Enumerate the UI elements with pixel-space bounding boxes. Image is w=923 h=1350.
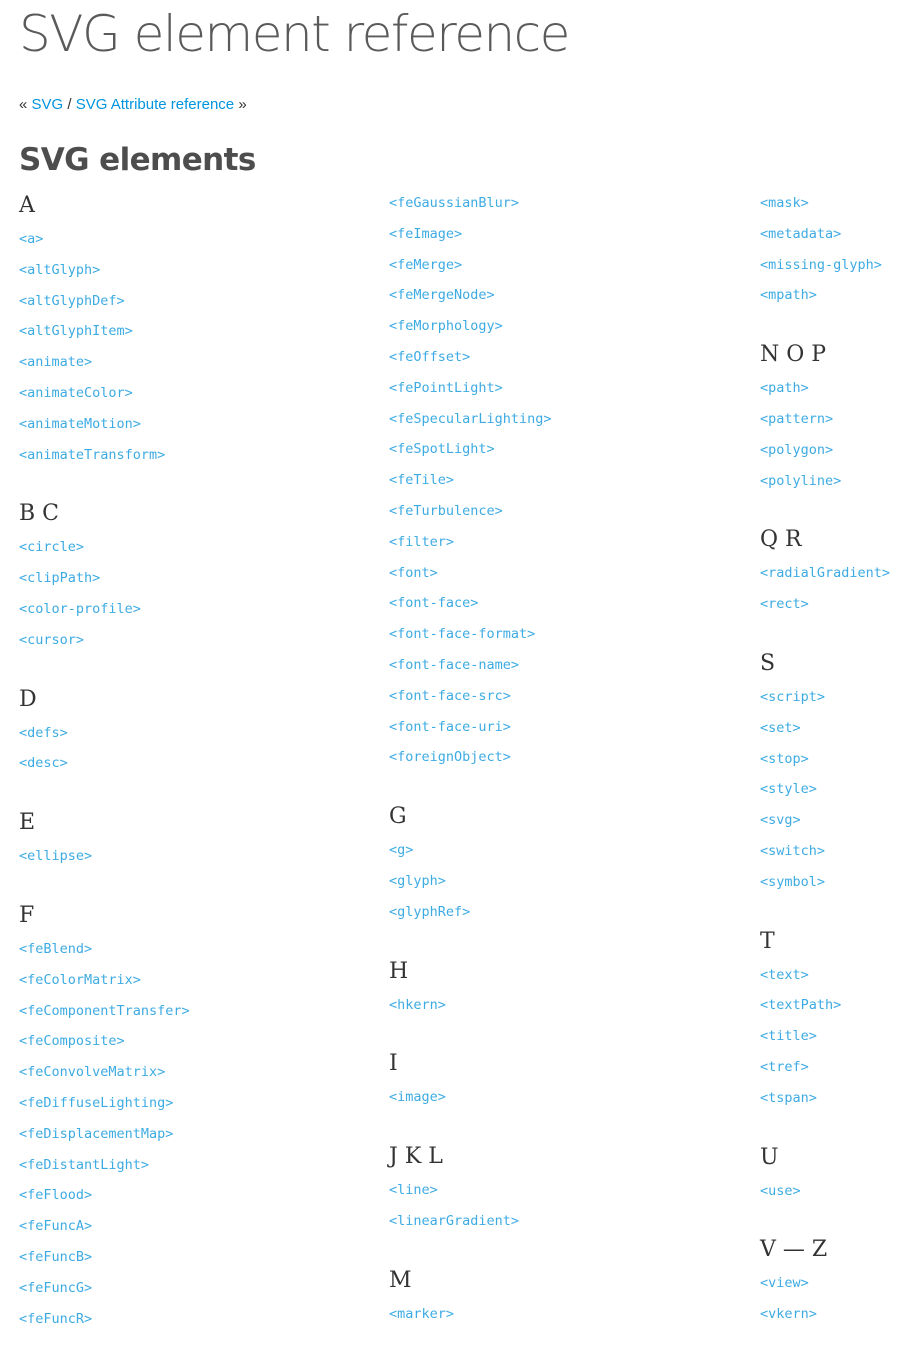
element-link[interactable]: <feFuncG> (19, 1279, 93, 1296)
list-item (19, 409, 349, 440)
list-item (19, 316, 349, 347)
letter-heading: M (389, 1267, 412, 1293)
list-item (760, 1268, 923, 1299)
element-list (760, 1268, 923, 1330)
letter-group (19, 496, 349, 655)
list-item (19, 1119, 349, 1150)
list-item (389, 681, 719, 712)
letter-group (760, 1140, 923, 1207)
letter-heading: V — Z (760, 1237, 828, 1263)
letter-heading: T (760, 928, 775, 954)
list-item (19, 1242, 349, 1273)
element-link[interactable]: <symbol> (760, 873, 826, 890)
element-list (19, 934, 349, 1334)
list-item (389, 1082, 719, 1113)
element-link[interactable]: <style> (760, 781, 817, 798)
list-item (19, 996, 349, 1027)
column-1 (19, 188, 349, 1334)
element-link[interactable]: <font-face-format> (389, 626, 536, 643)
list-item (19, 625, 349, 656)
list-item (389, 1175, 719, 1206)
element-link[interactable]: <animate> (19, 354, 93, 371)
element-link[interactable]: <circle> (19, 539, 85, 556)
list-item (389, 866, 719, 897)
breadcrumb-separator: / (67, 96, 72, 113)
column-2 (389, 188, 719, 1330)
list-item (19, 1026, 349, 1057)
element-link[interactable]: <feSpotLight> (389, 441, 495, 458)
element-link[interactable]: <font-face-src> (389, 687, 511, 704)
element-link[interactable]: <desc> (19, 755, 68, 772)
element-link[interactable]: <feFuncR> (19, 1310, 93, 1327)
element-link[interactable]: <feBlend> (19, 940, 93, 957)
element-link[interactable]: <feComponentTransfer> (19, 1002, 190, 1019)
list-item (760, 1083, 923, 1114)
element-link[interactable]: <font-face-uri> (389, 718, 511, 735)
element-link[interactable]: <rect> (760, 596, 809, 613)
list-item (19, 1150, 349, 1181)
element-list (760, 373, 923, 496)
element-link[interactable]: <altGlyphDef> (19, 292, 125, 309)
element-link[interactable]: <foreignObject> (389, 749, 511, 766)
list-item (389, 990, 719, 1021)
element-link[interactable]: <animateTransform> (19, 446, 166, 463)
letter-heading: B C (19, 501, 59, 527)
letter-group (760, 337, 923, 496)
letter-heading: U (760, 1144, 779, 1170)
list-item (389, 835, 719, 866)
list-item (760, 188, 923, 219)
group-spacer (760, 496, 923, 522)
list-item (389, 250, 719, 281)
letter-group (760, 1232, 923, 1330)
element-link[interactable]: <textPath> (760, 997, 842, 1014)
element-link[interactable]: <path> (760, 380, 809, 397)
letter-group (389, 954, 719, 1021)
element-link[interactable]: <text> (760, 966, 809, 983)
element-link[interactable]: <feTurbulence> (389, 502, 503, 519)
letter-group (389, 1046, 719, 1113)
element-list (389, 990, 719, 1021)
letter-group (760, 924, 923, 1114)
group-spacer (19, 872, 349, 898)
letter-heading: G (389, 804, 407, 830)
element-link[interactable]: <use> (760, 1182, 801, 1199)
letter-heading: F (19, 902, 35, 928)
element-link[interactable]: <feMerge> (389, 256, 463, 273)
list-item (760, 219, 923, 250)
letter-heading: H (389, 958, 409, 984)
element-link[interactable]: <feConvolveMatrix> (19, 1064, 166, 1081)
letter-heading: A (19, 193, 35, 218)
letter-heading: Q R (760, 527, 802, 553)
element-list (389, 835, 719, 927)
element-link[interactable]: <feSpecularLighting> (389, 410, 552, 427)
list-item (19, 748, 349, 779)
element-link[interactable]: <feDisplacementMap> (19, 1125, 174, 1142)
element-link[interactable]: <mpath> (760, 287, 817, 304)
element-link[interactable]: <script> (760, 688, 826, 705)
list-item (389, 342, 719, 373)
list-item (389, 1299, 719, 1330)
letter-group (389, 799, 719, 927)
list-item (760, 373, 923, 404)
element-link[interactable]: <feComposite> (19, 1033, 125, 1050)
list-item (389, 1206, 719, 1237)
element-link[interactable]: <feTile> (389, 472, 455, 489)
list-item (760, 1052, 923, 1083)
list-item (760, 744, 923, 775)
list-item (389, 897, 719, 928)
element-link[interactable]: <feDiffuseLighting> (19, 1094, 174, 1111)
breadcrumb (19, 94, 247, 116)
element-link[interactable]: <feImage> (389, 225, 463, 242)
element-link[interactable]: <feColorMatrix> (19, 971, 141, 988)
list-item (760, 805, 923, 836)
group-spacer (19, 656, 349, 682)
breadcrumb-link-attribute-reference[interactable]: SVG Attribute reference (75, 96, 235, 113)
list-item (19, 965, 349, 996)
list-item (760, 774, 923, 805)
list-item (389, 712, 719, 743)
element-link[interactable]: <cursor> (19, 631, 85, 648)
list-item (760, 404, 923, 435)
element-link[interactable]: <view> (760, 1275, 809, 1292)
list-item (19, 347, 349, 378)
list-item (19, 1211, 349, 1242)
element-link[interactable]: <glyph> (389, 872, 446, 889)
list-item (389, 558, 719, 589)
element-link[interactable]: <altGlyph> (19, 261, 101, 278)
list-item (389, 742, 719, 773)
group-spacer (760, 1114, 923, 1140)
list-item (19, 934, 349, 965)
element-link[interactable]: <color-profile> (19, 600, 141, 617)
element-list (19, 224, 349, 470)
list-item (19, 255, 349, 286)
element-link[interactable]: <marker> (389, 1305, 455, 1322)
element-link[interactable]: <font-face> (389, 595, 479, 612)
element-link[interactable]: <metadata> (760, 225, 842, 242)
list-item (389, 527, 719, 558)
element-link[interactable]: <switch> (760, 842, 826, 859)
list-item (389, 219, 719, 250)
element-link[interactable]: <polyline> (760, 472, 842, 489)
list-item (19, 224, 349, 255)
element-link[interactable]: <feMergeNode> (389, 287, 495, 304)
list-item (19, 841, 349, 872)
list-item (19, 1088, 349, 1119)
letter-group (19, 188, 349, 470)
list-item (389, 496, 719, 527)
breadcrumb-link-svg[interactable]: SVG (31, 96, 64, 113)
element-link[interactable]: <tref> (760, 1058, 809, 1075)
element-list (19, 532, 349, 655)
group-spacer (389, 1020, 719, 1046)
element-link[interactable]: <feDistantLight> (19, 1156, 150, 1173)
list-item (760, 836, 923, 867)
letter-group (19, 805, 349, 872)
list-item (19, 532, 349, 563)
group-spacer (389, 1237, 719, 1263)
element-link[interactable]: <linearGradient> (389, 1212, 520, 1229)
list-item (19, 1180, 349, 1211)
element-link[interactable]: <glyphRef> (389, 903, 471, 920)
list-item (389, 373, 719, 404)
element-link[interactable]: <hkern> (389, 996, 446, 1013)
list-item (19, 1057, 349, 1088)
list-item (760, 867, 923, 898)
list-item (19, 563, 349, 594)
list-item (19, 440, 349, 471)
list-item (389, 188, 719, 219)
list-item (760, 682, 923, 713)
breadcrumb-suffix: » (238, 96, 247, 113)
breadcrumb-prefix: « (19, 96, 28, 113)
list-item (389, 404, 719, 435)
list-item (389, 280, 719, 311)
element-link[interactable]: <feFuncA> (19, 1218, 93, 1235)
element-list (389, 1082, 719, 1113)
element-link[interactable]: <font> (389, 564, 438, 581)
element-link[interactable]: <missing-glyph> (760, 256, 882, 273)
element-link[interactable]: <line> (389, 1182, 438, 1199)
list-item (760, 558, 923, 589)
element-link[interactable]: <vkern> (760, 1306, 817, 1323)
list-item (389, 650, 719, 681)
element-link[interactable]: <feMorphology> (389, 318, 503, 335)
element-link[interactable]: <ellipse> (19, 848, 93, 865)
element-link[interactable]: <feFlood> (19, 1187, 93, 1204)
element-list (19, 841, 349, 872)
element-link[interactable]: <image> (389, 1089, 446, 1106)
letter-heading: D (19, 686, 37, 712)
element-link[interactable]: <polygon> (760, 441, 834, 458)
element-link[interactable]: <clipPath> (19, 570, 101, 587)
list-item (19, 1273, 349, 1304)
page-title: SVG element reference (19, 5, 569, 63)
list-item (389, 619, 719, 650)
element-link[interactable]: <feFuncB> (19, 1248, 93, 1265)
element-link[interactable]: <radialGradient> (760, 565, 891, 582)
letter-group (760, 522, 923, 620)
element-list (760, 960, 923, 1114)
letter-group (19, 682, 349, 780)
group-spacer (19, 470, 349, 496)
group-spacer (389, 928, 719, 954)
list-item (389, 465, 719, 496)
group-spacer (389, 1113, 719, 1139)
list-item (760, 589, 923, 620)
letter-heading: S (760, 650, 776, 676)
list-item (19, 594, 349, 625)
element-link[interactable]: <a> (19, 231, 44, 247)
element-list (760, 188, 923, 311)
element-list (19, 718, 349, 780)
letter-group (19, 898, 349, 1334)
element-link[interactable]: <svg> (760, 812, 801, 829)
letter-heading: N O P (760, 342, 827, 368)
group-spacer (760, 311, 923, 337)
list-item (19, 378, 349, 409)
element-link[interactable]: <tspan> (760, 1089, 817, 1106)
list-item (760, 1176, 923, 1207)
letter-heading: J K L (389, 1144, 443, 1170)
element-link[interactable]: <feGaussianBlur> (389, 195, 520, 211)
group-spacer (760, 620, 923, 646)
list-item (760, 466, 923, 497)
list-item (760, 435, 923, 466)
list-item (760, 250, 923, 281)
element-link[interactable]: <stop> (760, 750, 809, 767)
page (19, 0, 923, 1350)
element-list (760, 682, 923, 898)
letter-group (389, 188, 719, 773)
list-item (389, 311, 719, 342)
letter-group (389, 1139, 719, 1237)
group-spacer (760, 898, 923, 924)
element-list (389, 1299, 719, 1330)
element-link[interactable]: <pattern> (760, 410, 834, 427)
element-link[interactable]: <title> (760, 1028, 817, 1045)
list-item (19, 286, 349, 317)
group-spacer (389, 773, 719, 799)
list-item (389, 588, 719, 619)
letter-heading: I (389, 1051, 398, 1077)
element-link[interactable]: <mask> (760, 195, 809, 211)
section-heading: SVG elements (19, 142, 256, 178)
letter-group (760, 646, 923, 898)
element-link[interactable]: <fePointLight> (389, 379, 503, 396)
list-item (760, 1299, 923, 1330)
list-item (760, 713, 923, 744)
list-item (760, 280, 923, 311)
element-link[interactable]: <filter> (389, 533, 455, 550)
element-link[interactable]: <animateColor> (19, 384, 133, 401)
list-item (760, 990, 923, 1021)
list-item (19, 718, 349, 749)
list-item (760, 1021, 923, 1052)
element-list (760, 558, 923, 620)
element-link[interactable]: <defs> (19, 724, 68, 741)
element-list (760, 1176, 923, 1207)
element-link[interactable]: <feOffset> (389, 348, 471, 365)
element-list (389, 188, 719, 773)
letter-group (389, 1263, 719, 1330)
list-item (760, 960, 923, 991)
element-link[interactable]: <set> (760, 719, 801, 736)
letter-group (760, 188, 923, 311)
letter-heading: E (19, 810, 36, 836)
element-link[interactable]: <altGlyphItem> (19, 323, 133, 340)
list-item (389, 434, 719, 465)
element-link[interactable]: <animateMotion> (19, 415, 141, 432)
group-spacer (19, 779, 349, 805)
element-link[interactable]: <font-face-name> (389, 656, 520, 673)
element-list (389, 1175, 719, 1237)
element-link[interactable]: <g> (389, 842, 414, 859)
group-spacer (760, 1206, 923, 1232)
column-3 (760, 188, 923, 1330)
list-item (19, 1304, 349, 1335)
